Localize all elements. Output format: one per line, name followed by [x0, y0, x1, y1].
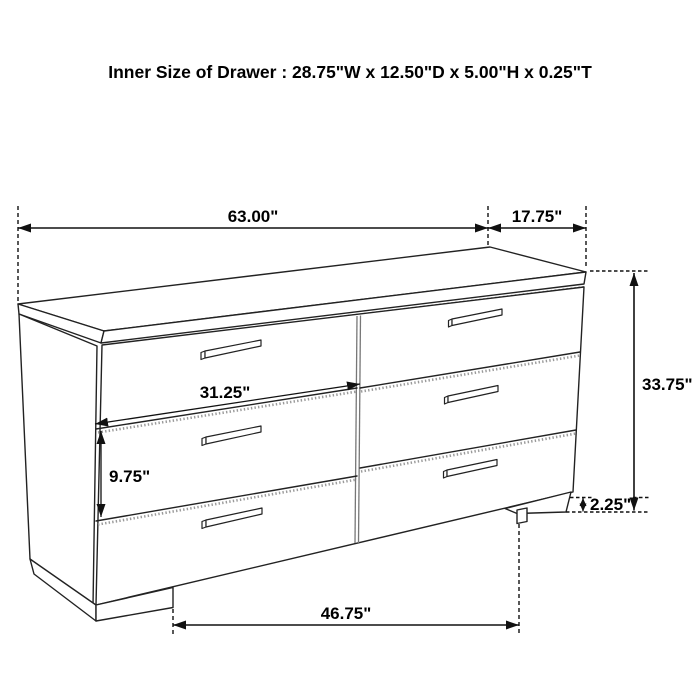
dim-label-base-height: 2.25"	[590, 495, 632, 514]
base-leg-right-foot	[517, 508, 527, 524]
dim-label-drawer-height: 9.75"	[109, 467, 151, 486]
dim-total-height	[590, 271, 693, 511]
dim-label-top-depth: 17.75"	[511, 207, 563, 226]
dresser-illustration	[18, 247, 586, 621]
dim-label-drawer-width: 31.25"	[199, 383, 251, 402]
dim-label-total-height: 33.75"	[642, 375, 693, 394]
diagram-title: Inner Size of Drawer : 28.75"W x 12.50"D x 5.00"H x 0.25"T	[108, 62, 592, 82]
dim-label-leg-span: 46.75"	[320, 604, 372, 623]
dim-label-top-width: 63.00"	[227, 207, 279, 226]
dim-base-height	[566, 495, 649, 514]
